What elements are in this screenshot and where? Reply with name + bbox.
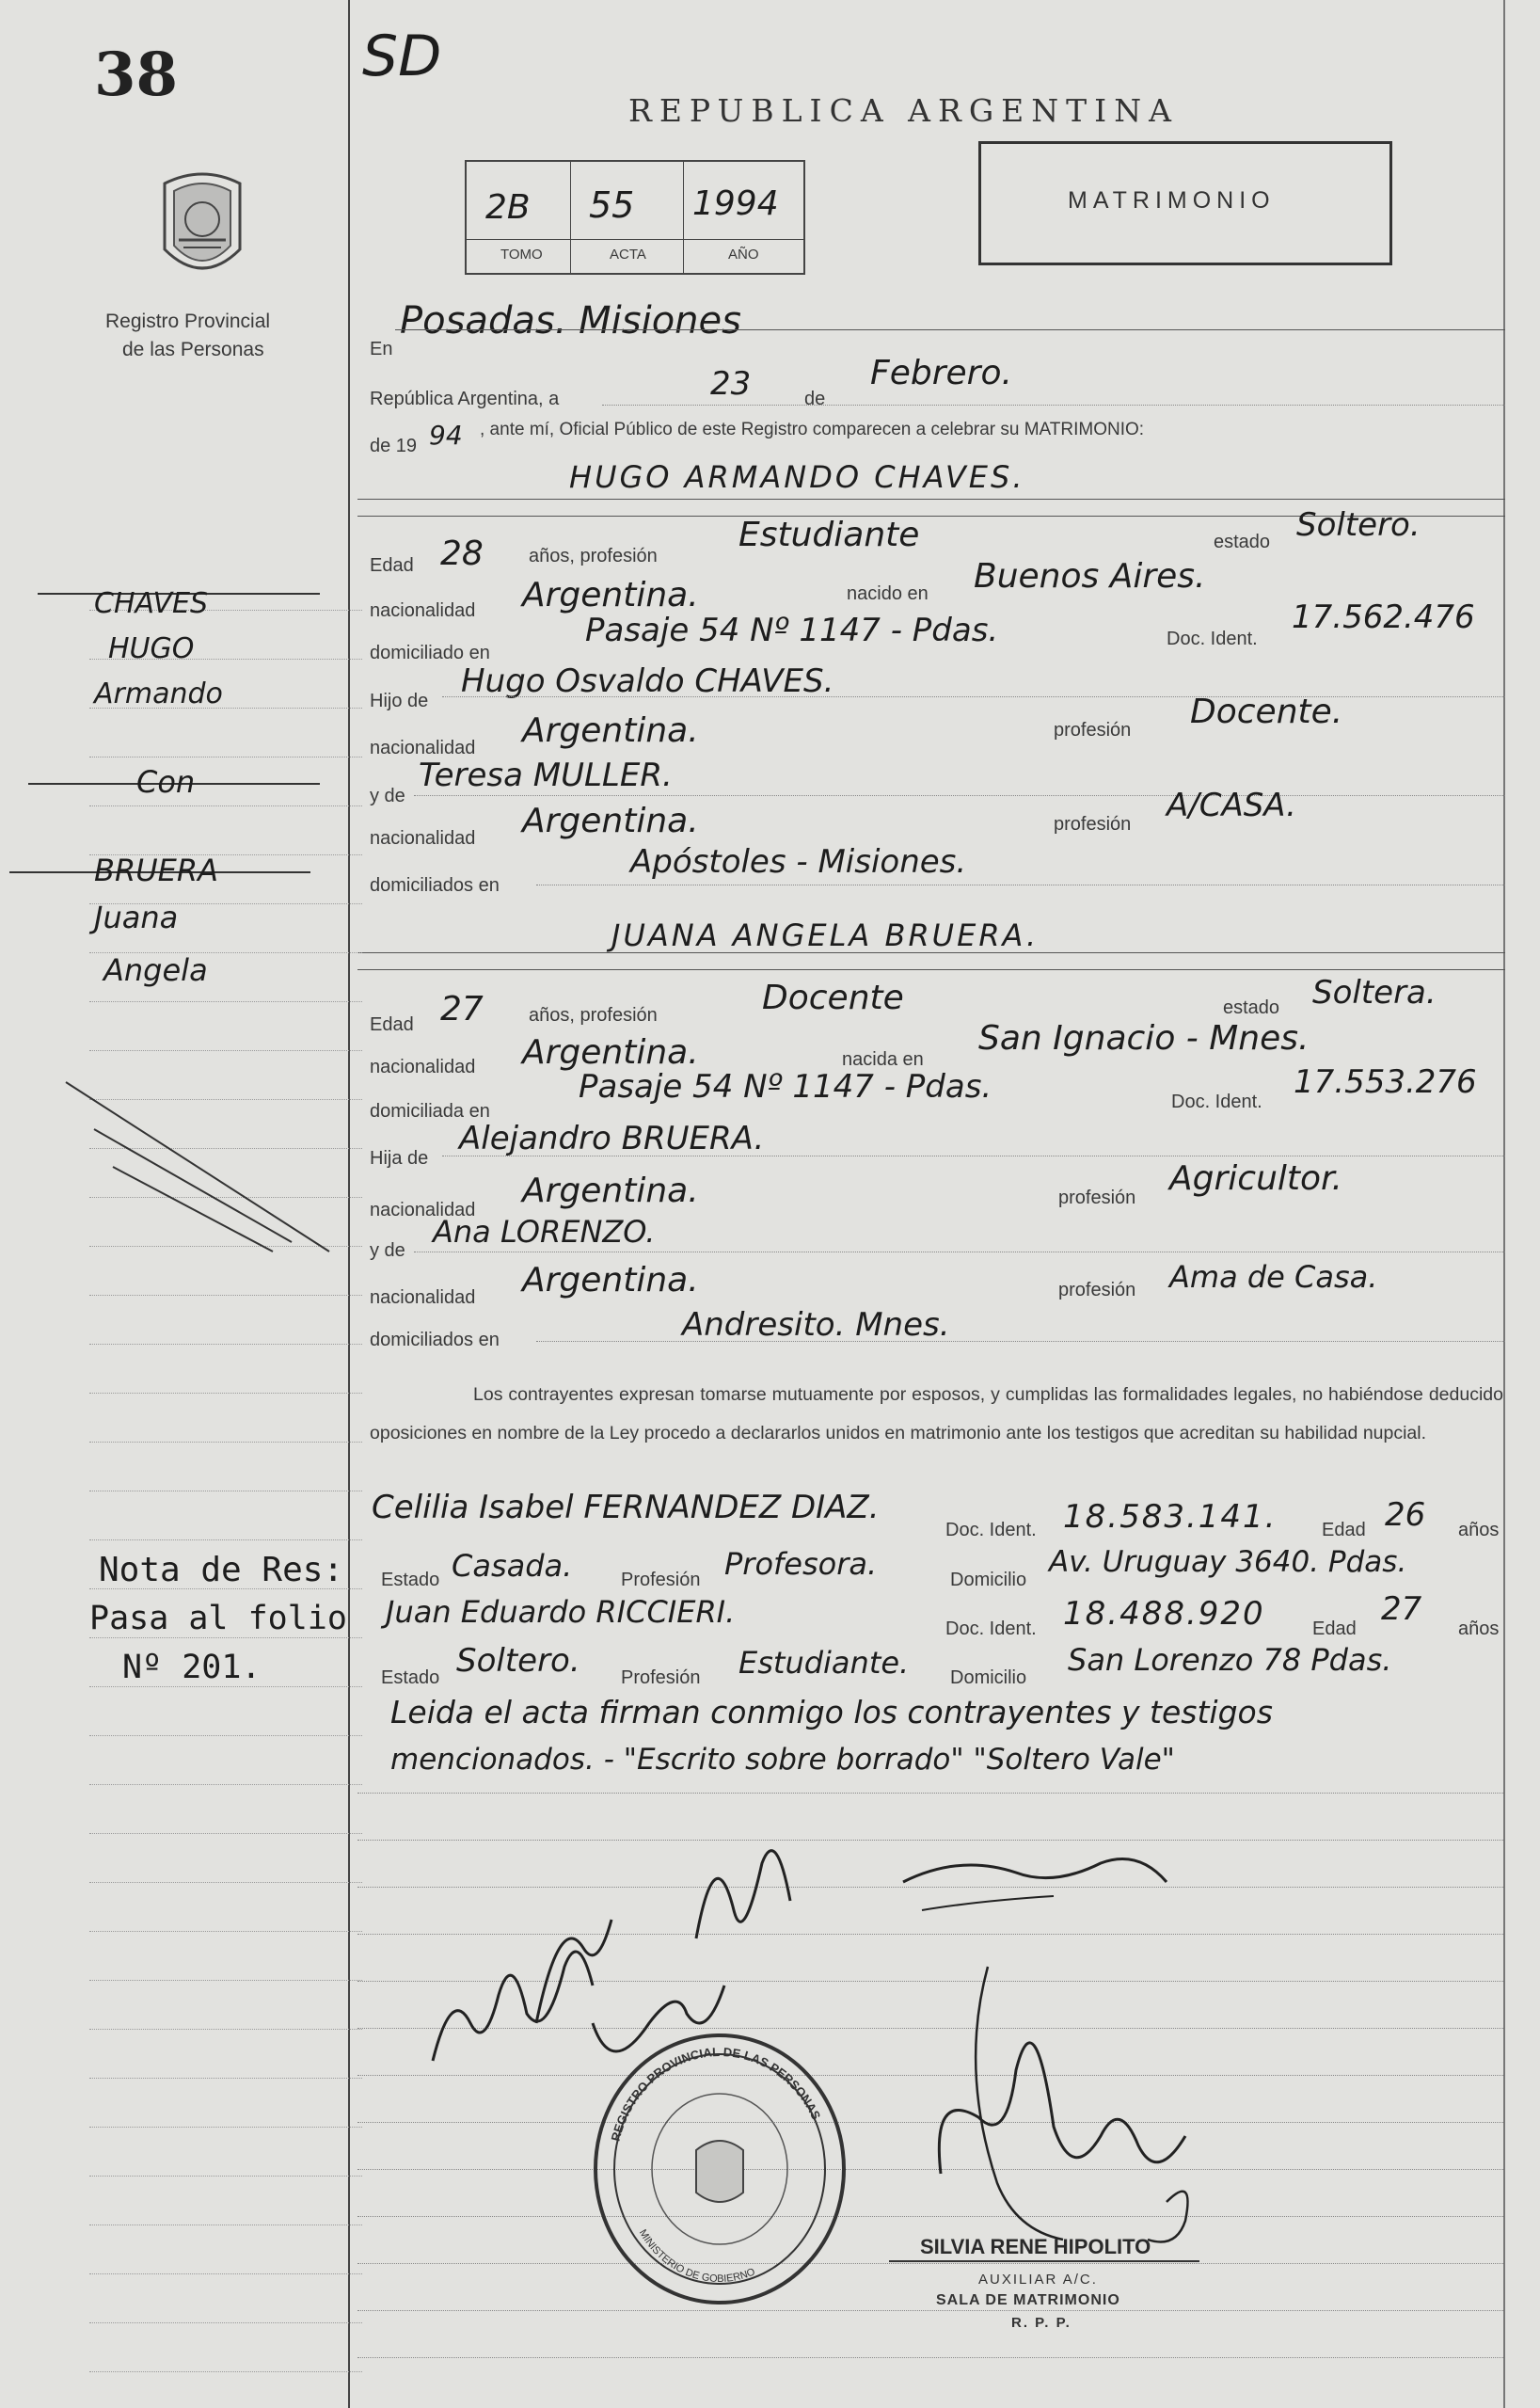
seal-bottom-text: MINISTERIO DE GOBIERNO [636, 2227, 757, 2286]
label-groom-father-prof: profesión [1054, 720, 1132, 741]
registry-name-line1: Registro Provincial [105, 311, 271, 332]
bride-name: JUANA ANGELA BRUERA. [611, 917, 1040, 953]
groom-name: HUGO ARMANDO CHAVES. [569, 459, 1025, 495]
witness2-doc: 18.488.920 [1063, 1595, 1265, 1633]
bride-profession: Docente [762, 979, 904, 1017]
label-de19: de 19 [370, 436, 418, 456]
official-title3: R. P. P. [1011, 2315, 1072, 2331]
witness2-address: San Lorenzo 78 Pdas. [1068, 1642, 1392, 1678]
margin-note-line2: Pasa al folio [89, 1600, 347, 1637]
label-w2-edad: Edad [1312, 1619, 1357, 1639]
groom-address: Pasaje 54 Nº 1147 - Pdas. [585, 612, 999, 649]
label-bride-dom: domiciliada en [370, 1101, 490, 1122]
bride-address: Pasaje 54 Nº 1147 - Pdas. [579, 1068, 992, 1106]
bride-mother-profession: Ama de Casa. [1169, 1259, 1378, 1295]
margin-name-1: CHAVES [94, 587, 209, 620]
registry-logo-icon [146, 165, 259, 292]
groom-born-in: Buenos Aires. [974, 557, 1206, 596]
label-bride-edad: Edad [370, 1014, 414, 1035]
margin-rule [348, 0, 350, 2408]
groom-father-profession: Docente. [1190, 693, 1343, 731]
margin-strike-lines [56, 1073, 339, 1261]
label-groom-doc: Doc. Ident. [1167, 629, 1258, 649]
groom-status: Soltero. [1296, 506, 1421, 544]
initials: SD [362, 24, 442, 89]
groom-father: Hugo Osvaldo CHAVES. [461, 662, 834, 700]
label-w1-anos: años [1458, 1520, 1500, 1540]
label-de: de [804, 389, 826, 409]
label-hijo-de: Hijo de [370, 691, 429, 711]
bride-nationality: Argentina. [522, 1033, 699, 1072]
bride-mother: Ana LORENZO. [433, 1214, 656, 1250]
margin-note-line3: Nº 201. [122, 1649, 262, 1686]
document-type: MATRIMONIO [1068, 187, 1276, 214]
bride-parents-address: Andresito. Mnes. [682, 1306, 950, 1344]
label-bride-father-nac: nacionalidad [370, 1200, 476, 1220]
bride-father-profession: Agricultor. [1169, 1159, 1342, 1198]
acta-value: 55 [589, 184, 635, 226]
date-year: 94 [429, 420, 463, 451]
groom-doc: 17.562.476 [1292, 598, 1475, 636]
label-bride-estado: estado [1223, 997, 1280, 1018]
label-groom-anos: años, profesión [529, 546, 658, 566]
label-groom-mother-nac: nacionalidad [370, 828, 476, 849]
groom-profession: Estudiante [738, 516, 920, 554]
closing-line1: Leida el acta firman conmigo los contrayentes y testigos [390, 1694, 1273, 1730]
label-w1-domicilio: Domicilio [950, 1570, 1027, 1590]
groom-mother-profession: A/CASA. [1167, 787, 1296, 824]
groom-mother: Teresa MULLER. [419, 757, 673, 794]
label-bride-yde: y de [370, 1240, 405, 1261]
official-name: SILVIA RENE HIPOLITO [920, 2235, 1151, 2258]
label-bride-nac: nacionalidad [370, 1057, 476, 1077]
place-city: Posadas. Misiones [400, 299, 741, 343]
margin-note-line1: Nota de Res: [99, 1551, 344, 1589]
anio-label: AÑO [728, 247, 759, 263]
page-number: 38 [94, 40, 179, 110]
margin-name-5: BRUERA [94, 853, 218, 888]
bride-father: Alejandro BRUERA. [459, 1120, 765, 1157]
witness2-age: 27 [1381, 1590, 1422, 1628]
label-groom-yde: y de [370, 786, 405, 806]
label-w1-prof: Profesión [621, 1570, 701, 1590]
closing-line2: mencionados. - "Escrito sobre borrado" "Soltero Vale" [390, 1743, 1175, 1777]
label-groom-edad: Edad [370, 555, 414, 576]
margin-name-4: Con [136, 764, 196, 800]
acta-label: ACTA [610, 247, 646, 263]
label-w2-domicilio: Domicilio [950, 1667, 1027, 1688]
label-groom-nacido: nacido en [847, 583, 929, 604]
label-w1-doc: Doc. Ident. [945, 1520, 1037, 1540]
margin-name-3: Armando [94, 678, 223, 710]
label-w2-anos: años [1458, 1619, 1500, 1639]
label-w1-estado: Estado [381, 1570, 440, 1590]
declaration-text: Los contrayentes expresan tomarse mutuamente por esposos, y cumplidas las formalidades legales, no habiéndose deducido oposiciones en nombre de la Ley procedo a declararlos unidos en matrimonio ante los testigos que acreditan su habilidad nupcial. [370, 1384, 1503, 1443]
label-ante-mi: , ante mí, Oficial Público de este Registro comparecen a celebrar su MATRIMONIO: [480, 420, 1145, 439]
label-w2-estado: Estado [381, 1667, 440, 1688]
label-hija-de: Hija de [370, 1148, 429, 1169]
margin-name-2: HUGO [108, 632, 195, 665]
bride-doc: 17.553.276 [1294, 1063, 1477, 1101]
margin-name-6: Juana [94, 900, 179, 935]
label-groom-nac: nacionalidad [370, 600, 476, 621]
official-title1: AUXILIAR A/C. [978, 2272, 1098, 2288]
svg-text:MINISTERIO DE GOBIERNO [637, 2227, 757, 2285]
date-day: 23 [710, 365, 752, 403]
label-bride-parents-dom: domiciliados en [370, 1330, 500, 1350]
registry-name-line2: de las Personas [122, 339, 264, 360]
groom-nationality: Argentina. [522, 576, 699, 614]
tomo-value: 2B [485, 188, 531, 227]
label-bride-mother-nac: nacionalidad [370, 1287, 476, 1308]
record-box [465, 160, 805, 275]
witness2-profession: Estudiante. [738, 1645, 910, 1681]
label-groom-dom: domiciliado en [370, 643, 490, 663]
bride-mother-nationality: Argentina. [522, 1261, 699, 1300]
right-edge-rule [1503, 0, 1505, 2408]
witness1-status: Casada. [452, 1548, 573, 1584]
bride-born-in: San Ignacio - Mnes. [978, 1019, 1310, 1058]
label-bride-anos: años, profesión [529, 1005, 658, 1026]
label-groom-father-nac: nacionalidad [370, 738, 476, 758]
date-month: Febrero. [870, 354, 1012, 392]
label-w1-edad: Edad [1322, 1520, 1366, 1540]
document-type-box [978, 141, 1392, 265]
witness1-profession: Profesora. [724, 1546, 878, 1582]
bride-father-nationality: Argentina. [522, 1172, 699, 1210]
witness1-age: 26 [1385, 1496, 1426, 1534]
groom-parents-address: Apóstoles - Misiones. [630, 843, 967, 881]
official-signature-drawing [903, 1957, 1223, 2258]
witness1-name: Celilia Isabel FERNANDEZ DIAZ. [372, 1489, 880, 1526]
label-bride-mother-prof: profesión [1058, 1280, 1136, 1300]
bride-status: Soltera. [1312, 974, 1437, 1012]
label-groom-mother-prof: profesión [1054, 814, 1132, 835]
witness2-name: Juan Eduardo RICCIERI. [386, 1594, 736, 1630]
label-bride-doc: Doc. Ident. [1171, 1092, 1262, 1112]
label-w2-prof: Profesión [621, 1667, 701, 1688]
label-bride-father-prof: profesión [1058, 1188, 1136, 1208]
label-w2-doc: Doc. Ident. [945, 1619, 1037, 1639]
groom-age: 28 [440, 534, 484, 573]
anio-value: 1994 [692, 184, 779, 223]
bride-age: 27 [440, 990, 484, 1029]
label-groom-estado: estado [1214, 532, 1271, 552]
witness1-doc: 18.583.141. [1063, 1498, 1278, 1536]
label-republica: República Argentina, a [370, 389, 560, 409]
label-bride-nacida: nacida en [842, 1049, 924, 1070]
label-en: En [370, 339, 393, 359]
country-title: REPUBLICA ARGENTINA [628, 92, 1179, 129]
groom-mother-nationality: Argentina. [522, 802, 699, 840]
seal-text: REGISTRO PROVINCIAL DE LAS PERSONAS [608, 2044, 824, 2144]
margin-name-7: Angela [103, 952, 208, 988]
witness2-status: Soltero. [456, 1642, 580, 1680]
groom-father-nationality: Argentina. [522, 711, 699, 750]
registry-seal [588, 2028, 851, 2310]
tomo-label: TOMO [500, 247, 543, 263]
label-groom-parents-dom: domiciliados en [370, 875, 500, 896]
official-title2: SALA DE MATRIMONIO [936, 2292, 1120, 2308]
witness1-address: Av. Uruguay 3640. Pdas. [1049, 1545, 1407, 1579]
